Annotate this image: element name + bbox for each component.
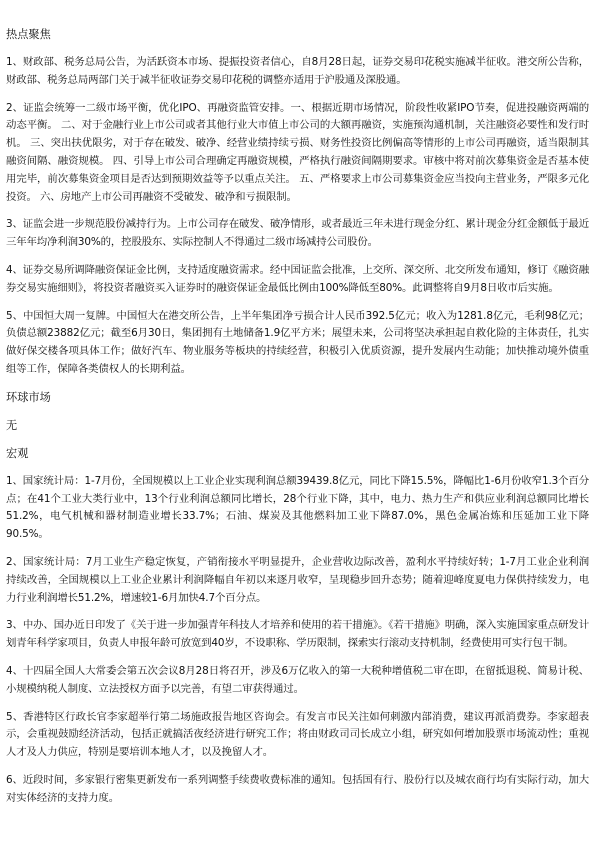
section-title-macro: 宏观 (6, 446, 29, 460)
macro-item-5: 5、香港特区行政长官李家超举行第二场施政报告地区咨询会。有发言市民关注如何刺激内部消费，建议再派消费券。李家超表示，会重视鼓励经济活动，包括正就搞活夜经济进行研究工作；将由财政司司长成立小组，研究如何增加股票市场流动性；重视人才及人力供应，特别是要培训本地人才，以及挽留人才。 (6, 710, 589, 759)
macro-item-3: 3、中办、国办近日印发了《关于进一步加强青年科技人才培养和使用的若干措施》。《若干措施》明确，深入实施国家重点研发计划青年科学家项目，负责人申报年龄可放宽到40岁，不设职称、学历限制，探索实行滚动支持机制，经费使用可实行包干制。 (6, 619, 589, 650)
hot-item-4: 4、证券交易所调降融资保证金比例，支持适度融资需求。经中国证监会批准，上交所、深交所、北交所发布通知，修订《融资融券交易实施细则》，将投资者融资买入证券时的融资保证金最低比例由100%降低至80%。此调整将自9月8日收市后实施。 (6, 263, 589, 294)
hot-item-3: 3、证监会进一步规范股份减持行为。上市公司存在破发、破净情形，或者最近三年未进行现金分红、累计现金分红金额低于最近三年年均净利润30%的，控股股东、实际控制人不得通过二级市场减持公司股份。 (6, 218, 589, 249)
macro-item-6: 6、近段时间，多家银行密集更新发布一系列调整手续费收费标准的通知。包括国有行、股份行以及城农商行均有实际行动，加大对实体经济的支持力度。 (6, 773, 589, 804)
global-item-1: 无 (6, 418, 18, 432)
section-title-hot: 热点聚焦 (6, 28, 51, 41)
hot-item-1: 1、财政部、税务总局公告，为活跃资本市场、提振投资者信心，自8月28日起，证券交易印花税实施减半征收。港交所公告称，财政部、税务总局两部门关于减半征收证券交易印花税的调整亦适用于沪股通及深股通。 (6, 56, 589, 86)
macro-item-1: 1、国家统计局：1-7月份，全国规模以上工业企业实现利润总额39439.8亿元，同比下降15.5%，降幅比1-6月份收窄1.3个百分点；在41个工业大类行业中，13个行业利润总额同比增长，28个行业下降，其中，电力、热力生产和供应业利润总额同比增长51.2%，电气机械和器材制造业增长33.7%；石油、煤炭及其他燃料加工业下降87.0%，黑色金属冶炼和压延加工业下降90.5%。 (6, 474, 589, 541)
hot-item-2: 2、证监会统筹一二级市场平衡，优化IPO、再融资监管安排。一、根据近期市场情况，阶段性收紧IPO节奏，促进投融资两端的动态平衡。 二、对于金融行业上市公司或者其他行业大市值上市公司的大额再融资，实施预沟通机制，关注融资必要性和发行时机。 三、突出扶优限劣，对于存在破发、破净、经营业绩持续亏损、财务性投资比例偏高等情形的上市公司再融资，适当限制其融资间隔、融资规模。 四、引导上市公司合理确定再融资规模，严格执行融资间隔期要求。审核中将对前次募集资金是否基本使用完毕，前次募集资金项目是否达到预期效益等予以重点关注。 五、严格要求上市公司募集资金应当投向主营业务，严限多元化投资。 六、房地产上市公司再融资不受破发、破净和亏损限制。 (6, 101, 589, 203)
macro-item-4: 4、十四届全国人大常委会第五次会议8月28日将召开，涉及6万亿收入的第一大税种增值税二审在即，在留抵退税、简易计税、小规模纳税人制度、立法授权方面予以完善，有望二审获得通过。 (6, 664, 589, 695)
section-title-global: 环球市场 (6, 390, 51, 404)
hot-item-5: 5、中国恒大周一复牌。中国恒大在港交所公告，上半年集团净亏损合计人民币392.5亿元；收入为1281.8亿元，毛利98亿元；负债总额23882亿元；截至6月30日，集团拥有土地储备1.9亿平方米；展望未来，公司将坚决承担起自救化险的主体责任，扎实做好保交楼各项具体工作；做好汽车、物业服务等板块的持续经营，积极引入优质资源，提升发展内生动能；加快推动境外债重组等工作，保障各类债权人的长期利益。 (6, 309, 589, 375)
macro-item-2: 2、国家统计局：7月工业生产稳定恢复，产销衔接水平明显提升，企业营收边际改善，盈利水平持续好转；1-7月工业企业利润持续改善，全国规模以上工业企业累计利润降幅自年初以来逐月收窄，呈现稳步回升态势；随着迎峰度夏电力保供持续发力，电力行业利润增长51.2%，增速较1-6月加快4.7个百分点。 (6, 555, 589, 604)
